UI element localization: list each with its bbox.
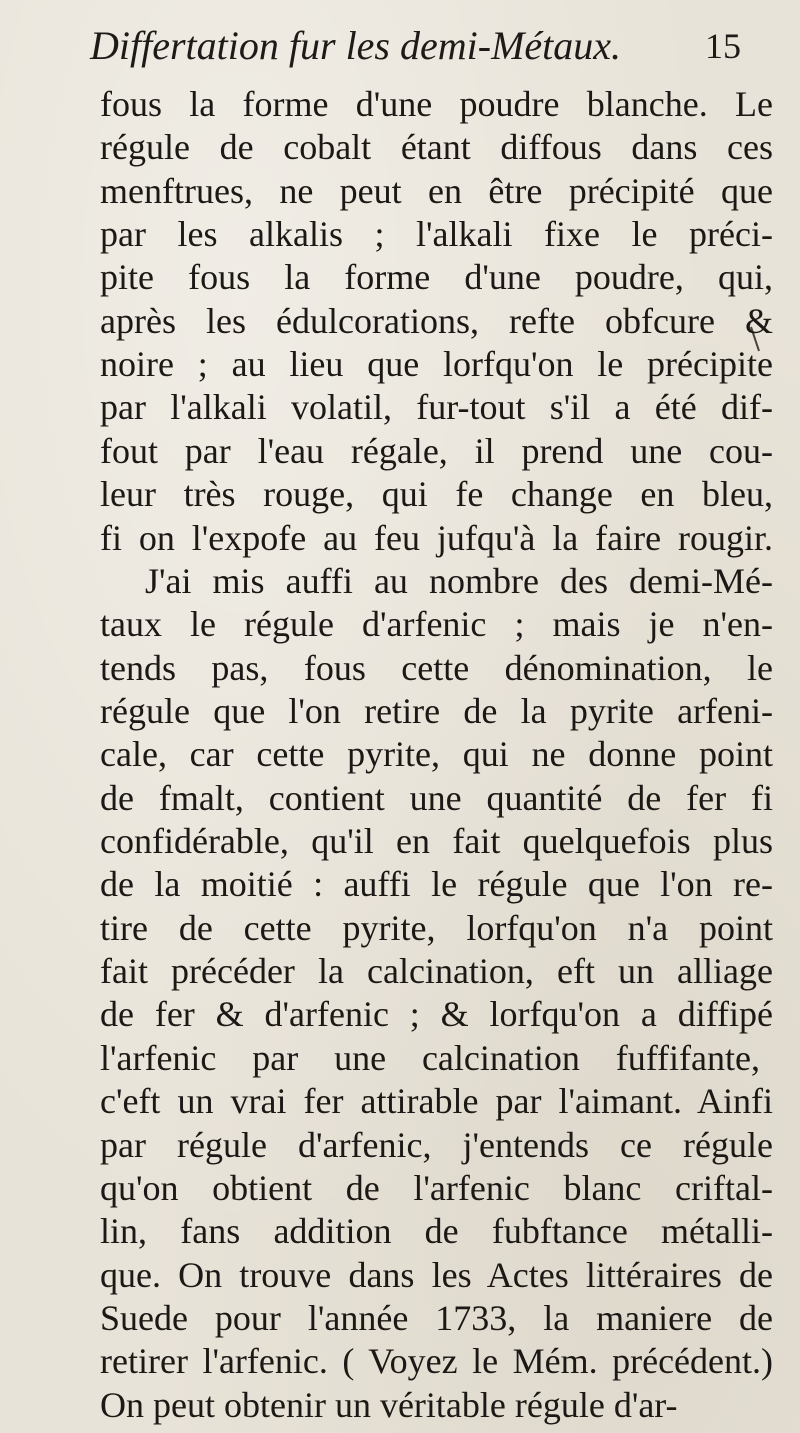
text-line: après les édulcorations, refte obfcure & [100, 300, 773, 341]
text-line: taux le régule d'arfenic ; mais je n'en- [100, 604, 773, 645]
text-line: que. On trouve dans les Actes littéraires de [100, 1254, 773, 1295]
text-line: noire ; au lieu que lorfqu'on le précipite [100, 344, 773, 385]
text-line: lin, fans addition de fubftance métalli- [100, 1211, 773, 1252]
text-line: pite fous la forme d'une poudre, qui, [100, 257, 773, 298]
text-line: régule que l'on retire de la pyrite arfeni- [100, 690, 773, 731]
text-line: fout par l'eau régale, il prend une cou- [100, 430, 773, 471]
text-line: fi on l'expofe au feu jufqu'à la faire rougir. [100, 517, 773, 558]
text-line: qu'on obtient de l'arfenic blanc criftal- [100, 1167, 773, 1208]
text-line: de fer & d'arfenic ; & lorfqu'on a diffipé [100, 994, 773, 1035]
text-line: par l'alkali volatil, fur-tout s'il a été dif- [100, 387, 773, 428]
text-line: de fmalt, contient une quantité de fer fi [100, 777, 773, 818]
text-line: confidérable, qu'il en fait quelquefois plus [100, 821, 773, 862]
running-title: Differtation fur les demi-Métaux. [90, 23, 622, 68]
text-line: l'arfenic par une calcination fuffifante, [100, 1037, 760, 1078]
text-line: fous la forme d'une poudre blanche. Le [100, 84, 773, 124]
text-line: régule de cobalt étant diffous dans ces [100, 127, 773, 168]
text-line: cale, car cette pyrite, qui ne donne point [100, 734, 773, 775]
text-line: retirer l'arfenic. ( Voyez le Mém. précédent.) [100, 1341, 773, 1382]
text-line: de la moitié : auffi le régule que l'on re- [100, 864, 773, 905]
text-line: Suede pour l'année 1733, la maniere de [100, 1297, 773, 1338]
page-number: 15 [705, 26, 741, 66]
text-line: tends pas, fous cette dénomination, le [100, 647, 773, 688]
text-line: tire de cette pyrite, lorfqu'on n'a point [100, 907, 773, 948]
text-line: On peut obtenir un véritable régule d'ar- [100, 1384, 678, 1425]
text-line: J'ai mis auffi au nombre des demi-Mé- [145, 560, 773, 601]
text-line: par les alkalis ; l'alkali fixe le préci- [100, 214, 773, 255]
text-line: par régule d'arfenic, j'entends ce régule [100, 1124, 773, 1165]
text-line: menftrues, ne peut en être précipité que [100, 170, 773, 211]
text-line: c'eft un vrai fer attirable par l'aimant. Ainfi [100, 1081, 773, 1122]
text-line: fait précéder la calcination, eft un alliage [100, 951, 773, 992]
text-line: leur très rouge, qui fe change en bleu, [100, 474, 773, 515]
